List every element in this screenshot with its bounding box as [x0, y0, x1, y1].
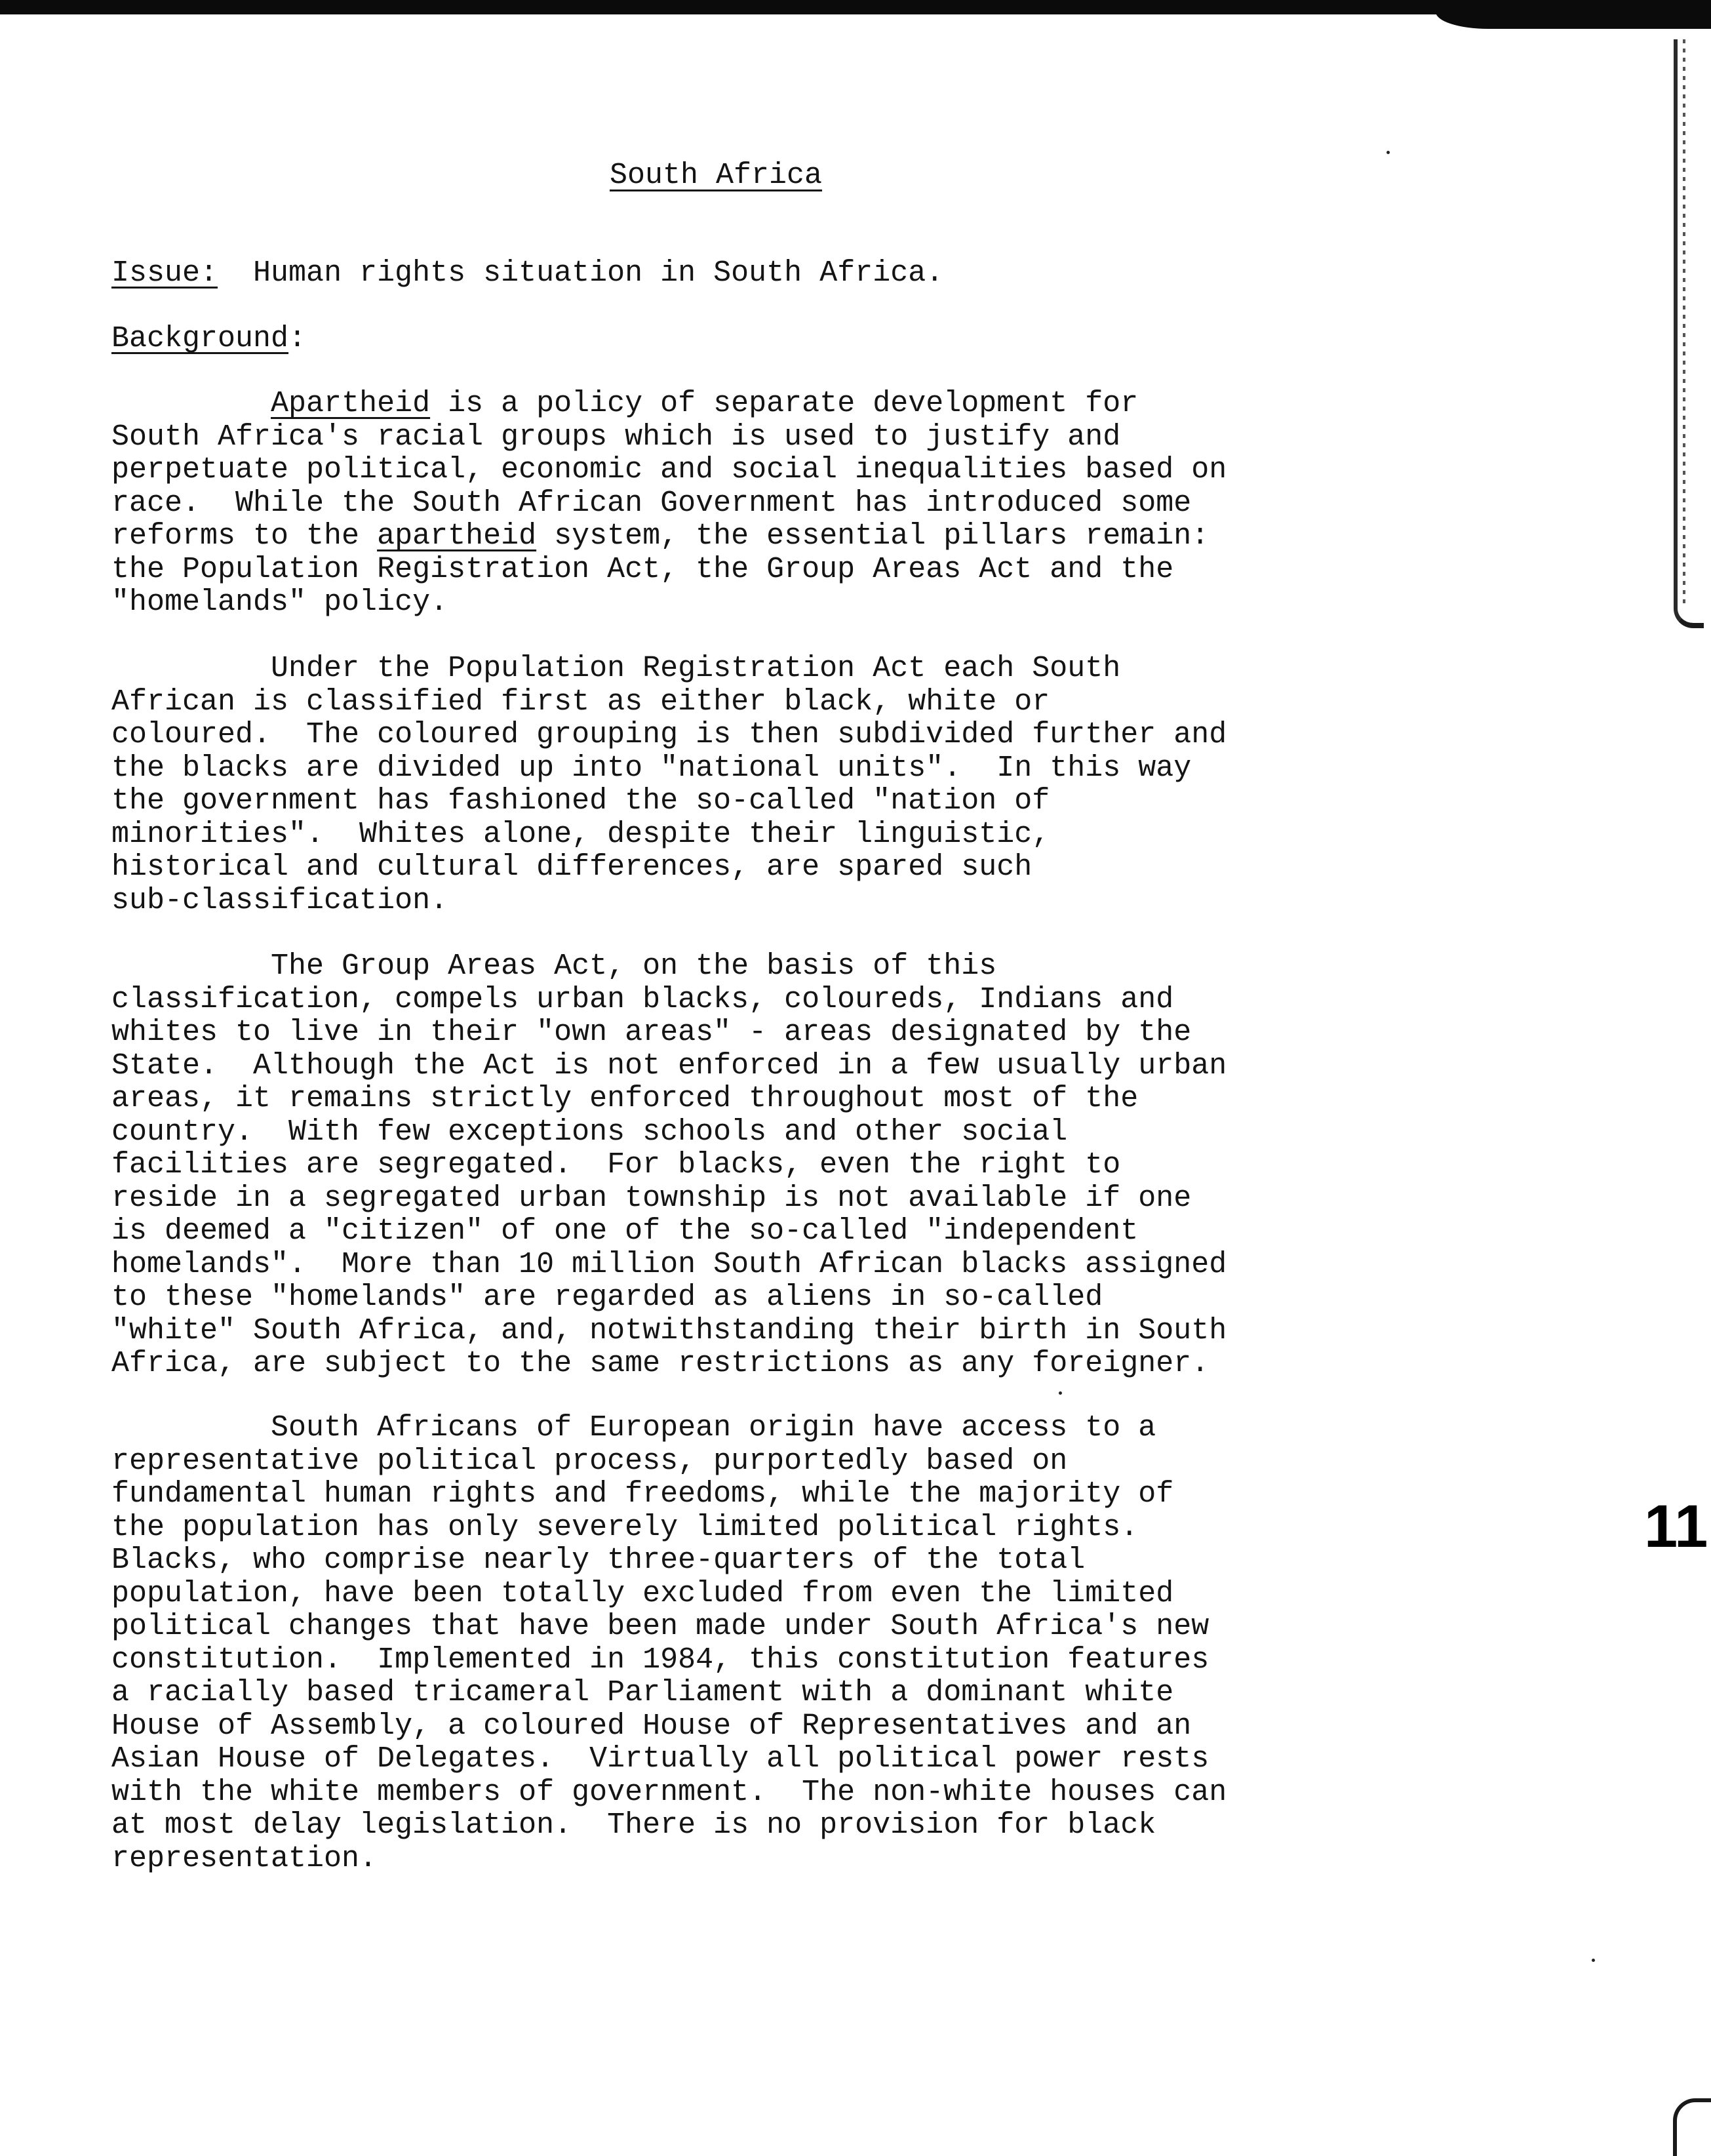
paragraph-line: Blacks, who comprise nearly three-quarters of the total [111, 1544, 1086, 1577]
paragraph-line: homelands". More than 10 million South African blacks assigned [111, 1247, 1227, 1281]
paragraph-line: to these "homelands" are regarded as aliens in so-called [111, 1281, 1103, 1314]
paragraph-line: is deemed a "citizen" of one of the so-called "independent [111, 1214, 1139, 1248]
paragraph-line: State. Although the Act is not enforced in a few usually urban [111, 1048, 1227, 1083]
paragraph-line: coloured. The coloured grouping is then subdivided further and [111, 718, 1227, 751]
scan-corner-mark [1673, 2098, 1711, 2156]
binder-clip-edge [1674, 39, 1704, 628]
issue-text: Human rights situation in South Africa. [253, 256, 944, 290]
paragraph-line: the government has fashioned the so-called "nation of [111, 784, 1050, 818]
paragraph-line: Africa, are subject to the same restrictions as any foreigner. [111, 1347, 1210, 1380]
paragraph-line: The Group Areas Act, on the basis of this [111, 949, 997, 983]
paragraph-line: country. With few exceptions schools and other social [111, 1115, 1068, 1149]
paragraph-line: areas, it remains strictly enforced throughout most of the [111, 1082, 1139, 1115]
paragraph-line: Under the Population Registration Act each South [111, 652, 1121, 685]
paragraph-line: sub-classification. [111, 883, 448, 917]
document-title: South Africa [610, 159, 823, 192]
apartheid-term: apartheid [377, 519, 537, 553]
paragraph-line: at most delay legislation. There is no provision for black [111, 1808, 1156, 1842]
paragraph-line: historical and cultural differences, are spared such [111, 850, 1032, 884]
paragraph-political-process [111, 1412, 1396, 1875]
paragraph-line: African is classified first as either black, white or [111, 685, 1050, 719]
paragraph-line: with the white members of government. The non-white houses can [111, 1775, 1227, 1809]
paragraph-line: is a policy of separate development for [430, 387, 1139, 420]
paragraph-population-registration [111, 652, 1396, 917]
paragraph-line: race. While the South African Government has introduced some [111, 486, 1192, 520]
background-colon: : [288, 322, 307, 355]
paragraph-group-areas [111, 950, 1396, 1381]
paragraph-line: House of Assembly, a coloured House of Representatives and an [111, 1709, 1192, 1743]
paragraph-line: the Population Registration Act, the Group Areas Act and the [111, 552, 1174, 586]
paragraph-line: reforms to the [111, 519, 378, 553]
apartheid-term: Apartheid [271, 387, 431, 420]
paragraph-line: a racially based tricameral Parliament with a dominant white [111, 1676, 1174, 1709]
scan-speck [1386, 151, 1390, 154]
paragraph-line: reside in a segregated urban township is not available if one [111, 1181, 1192, 1215]
scan-speck [1059, 1391, 1062, 1395]
paragraph-line: classification, compels urban blacks, coloureds, Indians and [111, 982, 1174, 1016]
paragraph-line: whites to live in their "own areas" - areas designated by the [111, 1016, 1192, 1049]
paragraph-line: South Africa's racial groups which is used to justify and [111, 420, 1121, 454]
paragraph-line: perpetuate political, economic and social inequalities based on [111, 453, 1227, 487]
paragraph-line: political changes that have been made under South Africa's new [111, 1610, 1210, 1643]
paragraph-line: minorities". Whites alone, despite their linguistic, [111, 817, 1050, 851]
paragraph-line: the population has only severely limited political rights. [111, 1510, 1139, 1544]
scan-speck [1592, 1959, 1595, 1962]
paragraph-line: the blacks are divided up into "national units". In this way [111, 751, 1192, 785]
paragraph-line: South Africans of European origin have access to a [111, 1411, 1156, 1445]
background-heading [111, 323, 1396, 356]
issue-label: Issue: [111, 256, 218, 290]
page-number: 11 [1644, 1493, 1708, 1560]
paragraph-apartheid [111, 388, 1396, 620]
paragraph-line: representative political process, purportedly based on [111, 1444, 1068, 1478]
paragraph-line: "white" South Africa, and, notwithstanding their birth in South [111, 1313, 1227, 1348]
paragraph-line: population, have been totally excluded from even the limited [111, 1576, 1174, 1610]
paragraph-line: constitution. Implemented in 1984, this constitution features [111, 1643, 1210, 1677]
paragraph-line: system, the essential pillars remain: [536, 519, 1210, 553]
paragraph-line: facilities are segregated. For blacks, even the right to [111, 1148, 1121, 1182]
paragraph-line: "homelands" policy. [111, 586, 448, 619]
issue-line [111, 257, 1396, 290]
scan-top-shadow [1436, 12, 1711, 29]
paragraph-line: Asian House of Delegates. Virtually all political power rests [111, 1742, 1210, 1776]
background-label: Background [111, 322, 289, 355]
paragraph-line: representation. [111, 1841, 378, 1875]
paragraph-line: fundamental human rights and freedoms, while the majority of [111, 1477, 1174, 1511]
